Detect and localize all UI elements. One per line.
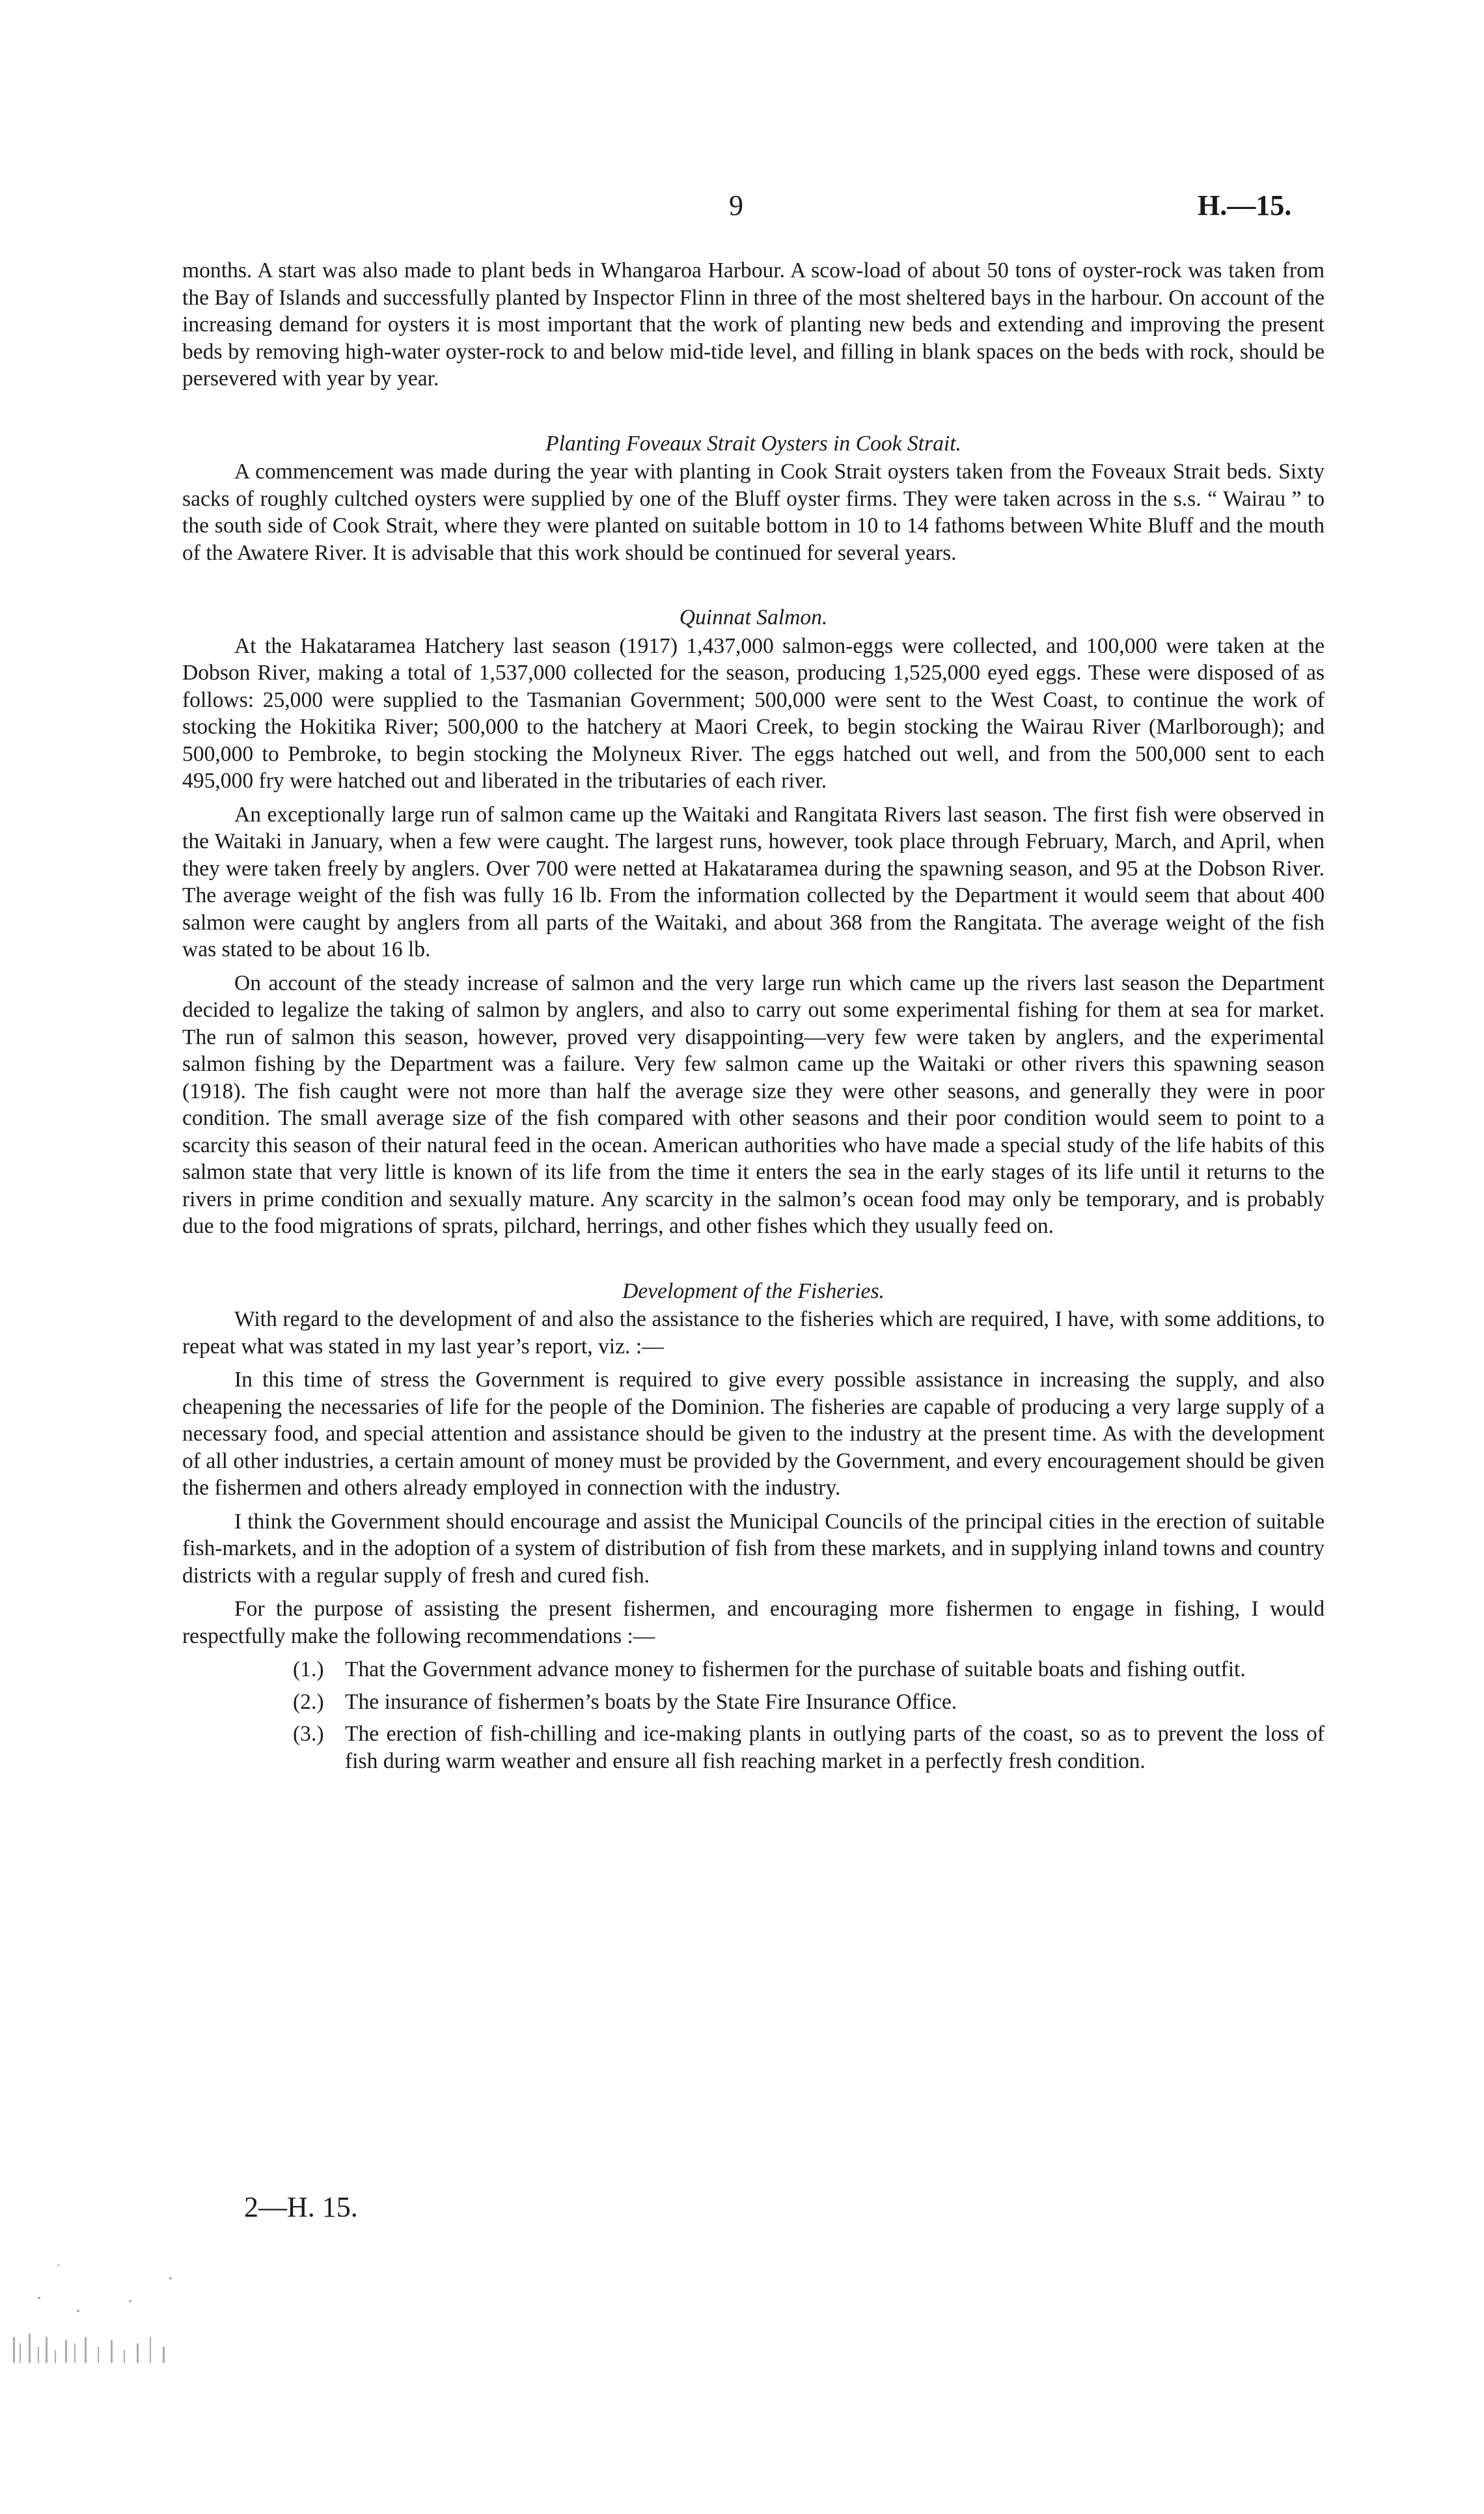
paragraph-recommendations-intro: For the purpose of assisting the present fishermen, and encouraging more fishermen to engage in fishing, I would respectfully make the following recommendations :— bbox=[182, 1597, 1325, 1648]
scan-noise bbox=[0, 2239, 182, 2409]
report-reference: H.—15. bbox=[1198, 189, 1292, 221]
list-item-number: (3.) bbox=[293, 1722, 324, 1746]
section-heading-fisheries-development: Development of the Fisheries. bbox=[622, 1278, 885, 1303]
paragraph-development-intro: With regard to the development of and also the assistance to the fisheries which are required, I have, with some additions, to repeat what was stated in my last year’s report, viz. :— bbox=[182, 1307, 1325, 1359]
list-item-text: The erection of fish-chilling and ice-making plants in outlying parts of the coast, so as to prevent the loss of fish during warm weather and ensure all fish reaching market in a perfectly fresh condition. bbox=[345, 1722, 1325, 1773]
paragraph-hatchery-eggs: At the Hakataramea Hatchery last season (1917) 1,437,000 salmon-eggs were collected, and 100,000 were taken at the Dobson River, making a total of 1,537,000 collected for the season, producing 1,525,000 eyed eggs. These were disposed of as follows: 25,000 were supplied to the Tasmanian Government; 500,000 were sent to the West Coast, to continue the work of stocking the Hokitika River; 500,000 to the hatchery at Maori Creek, to begin stocking the Wairau River (Marlborough); and 500,000 to Pembroke, to begin stocking the Molyneux River. The eggs hatched out well, and from the 500,000 sent to each 495,000 fry were hatched out and liberated in the tributaries of each river. bbox=[182, 633, 1325, 793]
paragraph-oyster-beds-continued: months. A start was also made to plant beds in Whangaroa Harbour. A scow-load of about 50 tons of oyster-rock was taken from the Bay of Islands and successfully planted by Inspector Flinn in three of the most sheltered bays in the harbour. On account of the increasing demand for oysters it is most important that the work of planting new beds and extending and improving the present beds by removing high-water oyster-rock to and below mid-tide level, and filling in blank spaces on the beds with rock, should be persevered with year by year. bbox=[182, 258, 1325, 391]
list-item-number: (1.) bbox=[293, 1657, 324, 1681]
signature-mark: 2—H. 15. bbox=[244, 2191, 358, 2223]
list-item bbox=[182, 1720, 1325, 1775]
list-item-text: That the Government advance money to fishermen for the purchase of suitable boats and fishing outfit. bbox=[345, 1657, 1246, 1681]
list-item bbox=[182, 1689, 1325, 1716]
recommendations-list bbox=[182, 1656, 1325, 1775]
paragraph-fish-markets: I think the Government should encourage and assist the Municipal Councils of the principal cities in the erection of suitable fish-markets, and in the adoption of a system of distribution of fish from these markets, and in supplying inland towns and country districts with a regular supply of fresh and cured fish. bbox=[182, 1509, 1325, 1588]
paragraph-cook-strait-planting: A commencement was made during the year with planting in Cook Strait oysters taken from the Foveaux Strait beds. Sixty sacks of roughly cultched oysters were supplied by one of the Bluff oyster firms. They were taken across in the s.s. “ Wairau ” to the south side of Cook Strait, where they were planted on suitable bottom in 10 to 14 fathoms between White Bluff and the mouth of the Awatere River. It is advisable that this work should be continued for several years. bbox=[182, 460, 1325, 565]
body-text bbox=[182, 257, 1325, 1780]
list-item bbox=[182, 1656, 1325, 1683]
section-heading-quinnat-salmon: Quinnat Salmon. bbox=[679, 605, 828, 629]
list-item-number: (2.) bbox=[293, 1689, 324, 1714]
paragraph-government-assistance: In this time of stress the Government is required to give every possible assistance in increasing the supply, and also cheapening the necessaries of life for the people of the Dominion. The fisheries are capable of producing a very large supply of a necessary food, and special attention and assistance should be given to the industry at the present time. As with the development of all other industries, a certain amount of money must be provided by the Government, and every encouragement should be given the fishermen and others already employed in connection with the industry. bbox=[182, 1368, 1325, 1500]
page-number: 9 bbox=[729, 189, 743, 221]
list-item-text: The insurance of fishermen’s boats by the State Fire Insurance Office. bbox=[345, 1689, 957, 1714]
section-heading-foveaux-oysters: Planting Foveaux Strait Oysters in Cook Strait. bbox=[545, 431, 961, 456]
paragraph-salmon-decline: On account of the steady increase of salmon and the very large run which came up the rivers last season the Department decided to legalize the taking of salmon by anglers, and also to carry out some experimental fishing for them at sea for market. The run of salmon this season, however, proved very disappointing—very few were taken by anglers, and the experimental salmon fishing by the Department was a failure. Very few salmon came up the Waitaki or other rivers this spawning season (1918). The fish caught were not more than half the average size they were other seasons, and generally they were in poor condition. The small average size of the fish compared with other seasons and their poor condition would seem to point to a scarcity this season of their natural feed in the ocean. American authorities who have made a special study of the life habits of this salmon state that very little is known of its life from the time it enters the sea in the early stages of its life until it returns to the rivers in prime condition and sexually mature. Any scarcity in the salmon’s ocean food may only be temporary, and is probably due to the food migrations of sprats, pilchard, herrings, and other fishes which they usually feed on. bbox=[182, 971, 1325, 1238]
paragraph-salmon-run: An exceptionally large run of salmon came up the Waitaki and Rangitata Rivers last season. The first fish were observed in the Waitaki in January, when a few were caught. The largest runs, however, took place through February, March, and April, when they were taken freely by anglers. Over 700 were netted at Hakataramea during the spawning season, and 95 at the Dobson River. The average weight of the fish was fully 16 lb. From the information collected by the Department it would seem that about 400 salmon were caught by anglers from all parts of the Waitaki, and about 368 from the Rangitata. The average weight of the fish was stated to be about 16 lb. bbox=[182, 802, 1325, 961]
